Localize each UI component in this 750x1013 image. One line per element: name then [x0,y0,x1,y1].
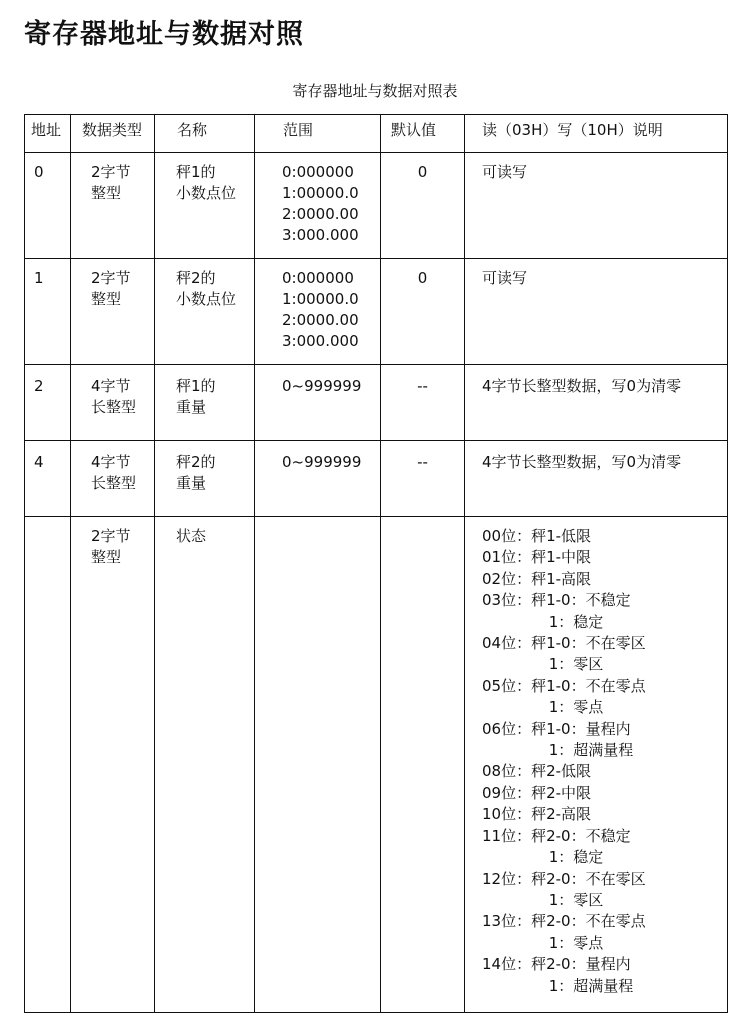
status-bit-line: 11位：秤2-0：不稳定 [482,826,631,845]
cell-default: 0 [381,153,465,259]
status-bit-line: 1：零点 [482,933,604,952]
status-bit-line: 03位：秤1-0：不稳定 [482,591,631,610]
cell-description: 可读写 [465,153,728,259]
page-title: 寄存器地址与数据对照 [24,19,304,50]
status-bit-line: 1：零区 [482,890,604,909]
cell-range [255,517,381,1013]
cell-default: -- [381,441,465,517]
table-row [25,441,728,517]
status-bit-line: 04位：秤1-0：不在零区 [482,634,646,653]
status-bit-line: 1：稳定 [482,848,604,867]
status-bit-line: 1：超满量程 [482,741,634,760]
table-row [25,517,728,1013]
status-bit-line: 1：稳定 [482,612,604,631]
cell-name: 状态 [155,517,255,1013]
status-bit-line: 10位：秤2-高限 [482,805,592,824]
header-description: 读（03H）写（10H）说明 [465,115,728,153]
cell-default: -- [381,365,465,441]
table-row [25,153,728,259]
cell-range: 0~999999 [255,365,381,441]
header-range: 范围 [255,115,381,153]
cell-status-bits [465,517,728,1013]
status-bit-line: 06位：秤1-0：量程内 [482,719,631,738]
cell-address [25,517,71,1013]
cell-name: 秤1的 重量 [155,365,255,441]
cell-address: 0 [25,153,71,259]
cell-address: 1 [25,259,71,365]
cell-data-type: 4字节 长整型 [71,441,155,517]
table-header-row [25,115,728,153]
cell-description: 可读写 [465,259,728,365]
status-bit-line: 1：零区 [482,655,604,674]
status-bit-line: 02位：秤1-高限 [482,569,592,588]
cell-address: 2 [25,365,71,441]
cell-address: 4 [25,441,71,517]
header-address: 地址 [25,115,71,153]
cell-default [381,517,465,1013]
cell-data-type: 2字节 整型 [71,153,155,259]
status-bit-line: 08位：秤2-低限 [482,762,592,781]
register-table [24,114,728,1013]
status-bit-list [482,526,727,997]
status-bit-line: 1：零点 [482,698,604,717]
status-bit-line: 01位：秤1-中限 [482,548,592,567]
cell-description: 4字节长整型数据，写0为清零 [465,365,728,441]
cell-data-type: 2字节 整型 [71,517,155,1013]
status-bit-line: 00位：秤1-低限 [482,527,592,545]
cell-data-type: 4字节 长整型 [71,365,155,441]
cell-range: 0:000000 1:00000.0 2:0000.00 3:000.000 [255,153,381,259]
status-bit-line: 14位：秤2-0：量程内 [482,955,631,974]
cell-name: 秤2的 重量 [155,441,255,517]
cell-default: 0 [381,259,465,365]
header-default: 默认值 [381,115,465,153]
status-bit-line: 09位：秤2-中限 [482,783,592,802]
cell-data-type: 2字节 整型 [71,259,155,365]
cell-range: 0~999999 [255,441,381,517]
cell-name: 秤2的 小数点位 [155,259,255,365]
table-row [25,365,728,441]
table-row [25,259,728,365]
table-caption: 寄存器地址与数据对照表 [292,82,458,100]
status-bit-line: 12位：秤2-0：不在零区 [482,869,646,888]
header-data-type: 数据类型 [71,115,155,153]
status-bit-line: 13位：秤2-0：不在零点 [482,912,646,931]
cell-name: 秤1的 小数点位 [155,153,255,259]
status-bit-line: 1：超满量程 [482,976,634,995]
cell-range: 0:000000 1:00000.0 2:0000.00 3:000.000 [255,259,381,365]
cell-description: 4字节长整型数据，写0为清零 [465,441,728,517]
header-name: 名称 [155,115,255,153]
status-bit-line: 05位：秤1-0：不在零点 [482,676,646,695]
